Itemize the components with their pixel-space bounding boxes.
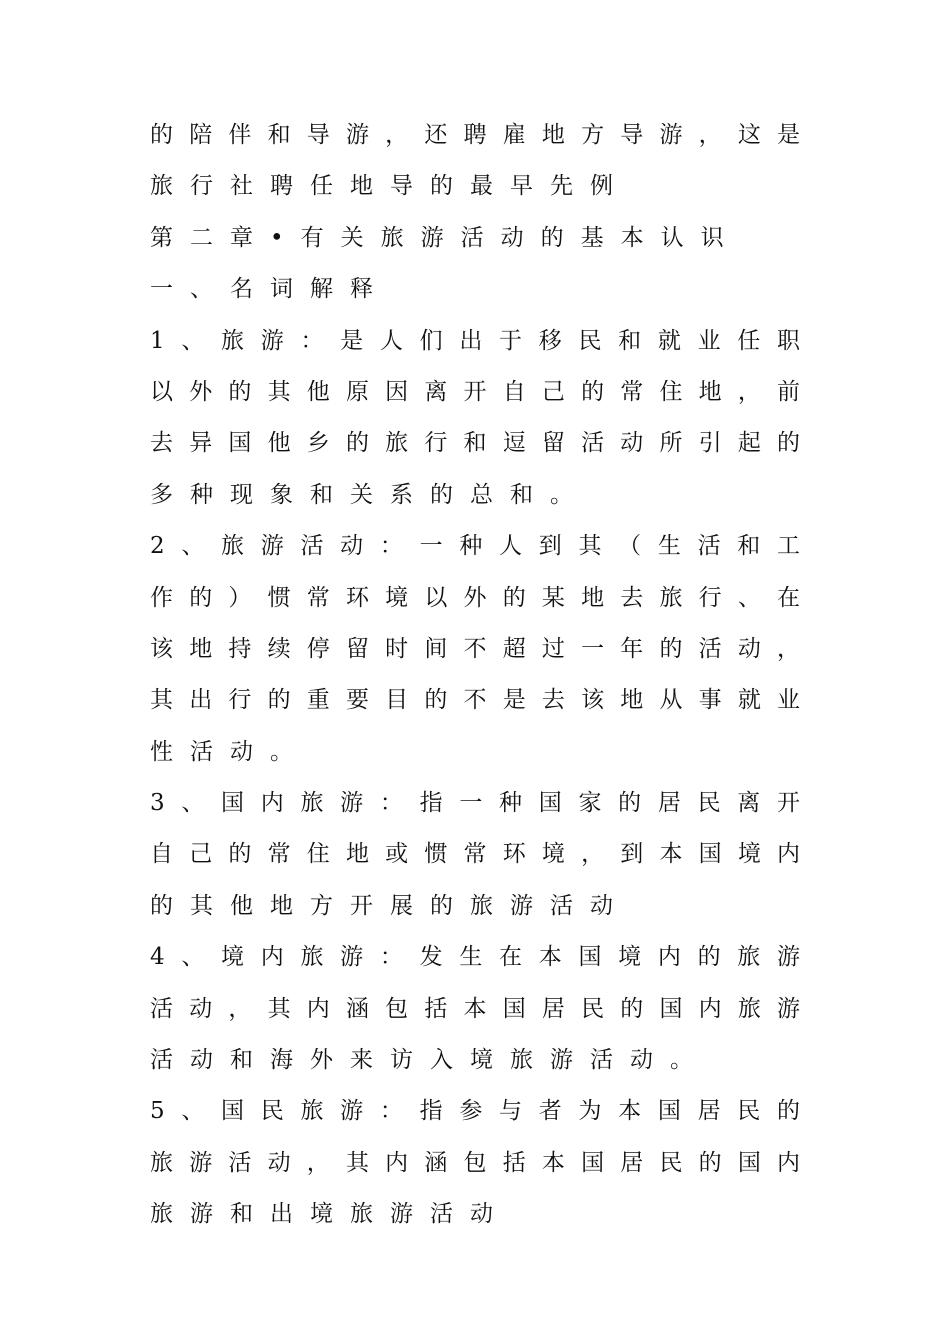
document-body xyxy=(150,110,800,1241)
text-line: 2、旅游活动：一种人到其（生活和工 xyxy=(150,533,800,560)
text-line: 3、国内旅游：指一种国家的居民离开 xyxy=(150,790,800,817)
text-line: 的陪伴和导游，还聘雇地方导游，这是 xyxy=(150,122,800,148)
text-line: 活动，其内涵包括本国居民的国内旅游 xyxy=(150,995,800,1022)
text-line: 4、境内旅游：发生在本国境内的旅游 xyxy=(150,944,800,971)
text-line: 旅游和出境旅游活动 xyxy=(150,1201,510,1228)
chapter-heading: 第二章•有关旅游活动的基本认识 xyxy=(150,224,741,251)
text-line: 旅行社聘任地导的最早先例 xyxy=(150,173,630,200)
text-line: 作的）惯常环境以外的某地去旅行、在 xyxy=(150,584,800,611)
text-line: 以外的其他原因离开自己的常住地，前 xyxy=(150,378,800,405)
text-line: 其出行的重要目的不是去该地从事就业 xyxy=(150,687,800,714)
text-line: 去异国他乡的旅行和逗留活动所引起的 xyxy=(150,430,800,457)
text-line: 旅游活动，其内涵包括本国居民的国内 xyxy=(150,1149,800,1176)
text-line: 的其他地方开展的旅游活动 xyxy=(150,892,630,919)
text-line: 多种现象和关系的总和。 xyxy=(150,481,590,508)
text-line: 自己的常住地或惯常环境，到本国境内 xyxy=(150,841,800,868)
text-line: 活动和海外来访入境旅游活动。 xyxy=(150,1047,710,1074)
text-line: 1、旅游：是人们出于移民和就业任职 xyxy=(150,327,800,354)
section-heading: 一、名词解释 xyxy=(150,276,390,303)
text-line: 性活动。 xyxy=(150,738,310,765)
text-line: 5、国民旅游：指参与者为本国居民的 xyxy=(150,1098,800,1125)
text-line: 该地持续停留时间不超过一年的活动， xyxy=(150,635,800,662)
